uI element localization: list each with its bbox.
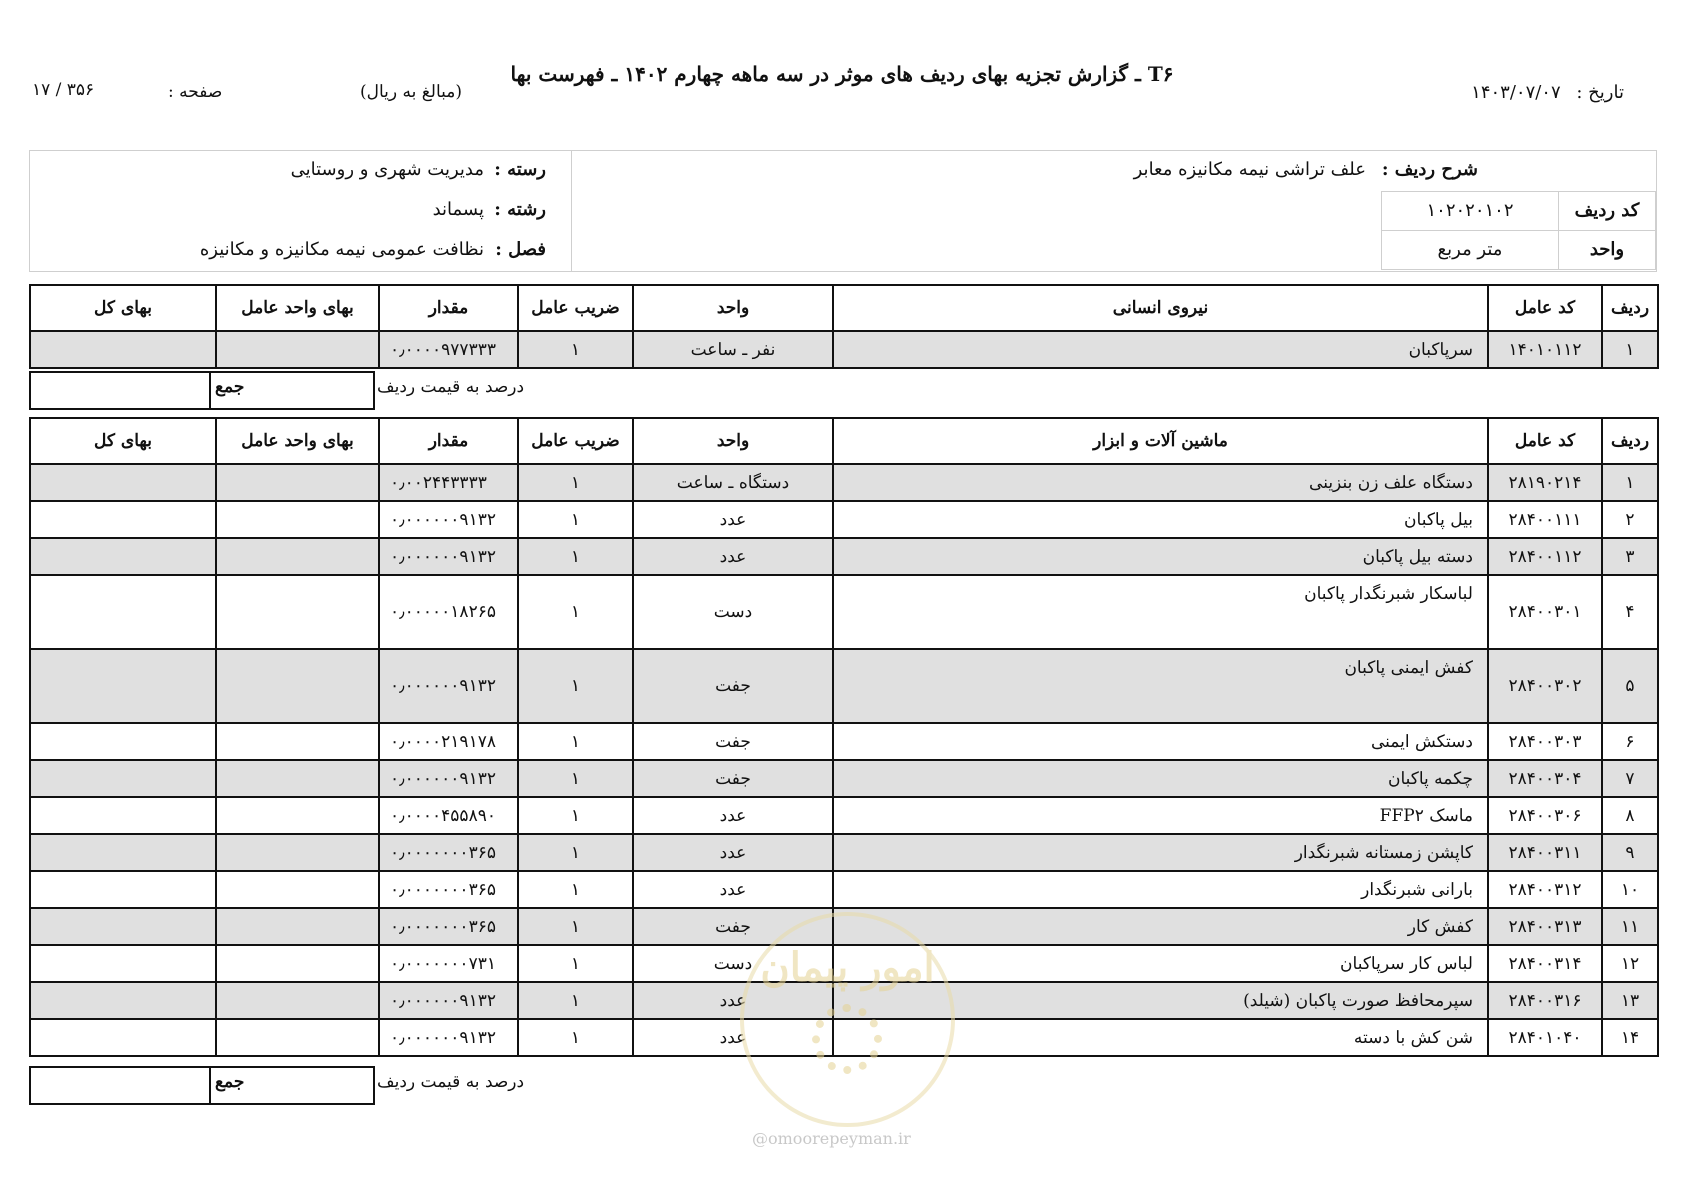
unit-price-cell: [216, 501, 379, 538]
machines-header-row: [30, 418, 1658, 464]
total-price-cell: [30, 575, 216, 649]
table-row: [30, 834, 1658, 871]
factor-unit: عدد: [633, 834, 833, 871]
factor-qty: ۰٫۰۰۰۰۰۰۰۷۳۱: [379, 945, 518, 982]
factor-name: دستگاه علف زن بنزینی: [833, 464, 1488, 501]
labor-header-row: [30, 285, 1658, 331]
watermark-logo: [740, 912, 955, 1127]
col-factor: ضریب عامل: [518, 285, 633, 331]
col-name: ماشین آلات و ابزار: [833, 418, 1488, 464]
factor-code: ۲۸۴۰۰۳۰۱: [1488, 575, 1602, 649]
factor-coefficient: ۱: [518, 575, 633, 649]
unit-value: متر مربع: [1381, 230, 1559, 270]
unit-price-cell: [216, 871, 379, 908]
factor-coefficient: ۱: [518, 538, 633, 575]
total-price-cell: [30, 945, 216, 982]
col-factor: ضریب عامل: [518, 418, 633, 464]
amount-note: (مبالغ به ریال): [360, 82, 463, 102]
factor-unit: عدد: [633, 1019, 833, 1056]
total-price-cell: [30, 331, 216, 368]
factor-coefficient: ۱: [518, 331, 633, 368]
labor-sum-row: [29, 371, 1657, 410]
labor-total-box: [29, 371, 211, 410]
factor-unit: عدد: [633, 797, 833, 834]
col-unit: واحد: [633, 418, 833, 464]
factor-coefficient: ۱: [518, 834, 633, 871]
table-row: [30, 649, 1658, 723]
factor-qty: ۰٫۰۰۰۰۰۱۸۲۶۵: [379, 575, 518, 649]
chapter-label: فصل :: [495, 239, 546, 260]
total-price-cell: [30, 649, 216, 723]
factor-name: لباس کار سرپاکبان: [833, 945, 1488, 982]
total-price-cell: [30, 538, 216, 575]
unit-price-cell: [216, 464, 379, 501]
total-price-cell: [30, 760, 216, 797]
col-unit-price: بهای واحد عامل: [216, 418, 379, 464]
gear-icon: [812, 1004, 882, 1074]
unit-price-cell: [216, 538, 379, 575]
watermark-url: @omoorepeyman.ir: [752, 1129, 911, 1148]
factor-unit: جفت: [633, 723, 833, 760]
factor-coefficient: ۱: [518, 1019, 633, 1056]
col-code: کد عامل: [1488, 285, 1602, 331]
unit-price-cell: [216, 797, 379, 834]
unit-price-cell: [216, 945, 379, 982]
machines-percent-label: درصد به قیمت ردیف: [377, 1072, 525, 1092]
report-title: T۶ ـ گزارش تجزیه بهای ردیف های موثر در سه ماهه چهارم ۱۴۰۲ ـ فهرست بها: [510, 62, 1174, 86]
factor-name: کاپشن زمستانه شبرنگدار: [833, 834, 1488, 871]
col-code: کد عامل: [1488, 418, 1602, 464]
row-number: ۱: [1602, 331, 1658, 368]
factor-qty: ۰٫۰۰۰۰۰۰۹۱۳۲: [379, 760, 518, 797]
labor-sum-label: جمع: [215, 377, 245, 397]
factor-code: ۲۸۴۰۰۳۱۱: [1488, 834, 1602, 871]
factor-unit: جفت: [633, 760, 833, 797]
factor-code: ۲۸۴۰۰۳۰۳: [1488, 723, 1602, 760]
row-number: ۸: [1602, 797, 1658, 834]
factor-qty: ۰٫۰۰۰۰۰۰۹۱۳۲: [379, 538, 518, 575]
factor-coefficient: ۱: [518, 723, 633, 760]
total-price-cell: [30, 982, 216, 1019]
labor-table: [29, 284, 1659, 369]
factor-qty: ۰٫۰۰۰۰۰۰۰۳۶۵: [379, 871, 518, 908]
report-date: [1471, 82, 1624, 103]
unit-price-cell: [216, 575, 379, 649]
factor-unit: دستگاه ـ ساعت: [633, 464, 833, 501]
row-number: ۴: [1602, 575, 1658, 649]
row-number: ۶: [1602, 723, 1658, 760]
factor-qty: ۰٫۰۰۰۰۰۰۹۱۳۲: [379, 982, 518, 1019]
factor-coefficient: ۱: [518, 649, 633, 723]
factor-code: ۲۸۴۰۰۱۱۱: [1488, 501, 1602, 538]
factor-qty: ۰٫۰۰۰۰۰۰۹۱۳۲: [379, 1019, 518, 1056]
total-price-cell: [30, 1019, 216, 1056]
unit-price-cell: [216, 723, 379, 760]
factor-qty: ۰٫۰۰۰۰۴۵۵۸۹۰: [379, 797, 518, 834]
page-number: ۱۷ / ۳۵۶: [32, 80, 95, 100]
machines-sum-label: جمع: [215, 1072, 245, 1092]
page-label: صفحه :: [168, 82, 223, 102]
factor-name: سرپاکبان: [833, 331, 1488, 368]
total-price-cell: [30, 834, 216, 871]
table-row: [30, 501, 1658, 538]
total-price-cell: [30, 464, 216, 501]
factor-code: ۲۸۴۰۰۳۱۲: [1488, 871, 1602, 908]
table-row: [30, 331, 1658, 368]
factor-coefficient: ۱: [518, 982, 633, 1019]
unit-price-cell: [216, 649, 379, 723]
unit-price-cell: [216, 908, 379, 945]
factor-name: شن کش با دسته: [833, 1019, 1488, 1056]
factor-unit: عدد: [633, 871, 833, 908]
unit-label: واحد: [1558, 230, 1656, 270]
unit-price-cell: [216, 834, 379, 871]
unit-price-cell: [216, 1019, 379, 1056]
row-number: ۹: [1602, 834, 1658, 871]
total-price-cell: [30, 723, 216, 760]
col-qty: مقدار: [379, 418, 518, 464]
factor-unit: دست: [633, 575, 833, 649]
factor-code: ۲۸۴۰۰۳۱۶: [1488, 982, 1602, 1019]
item-info-box: [29, 150, 1657, 272]
info-divider: [571, 151, 572, 271]
factor-coefficient: ۱: [518, 797, 633, 834]
field-label: رشته :: [494, 199, 546, 220]
factor-coefficient: ۱: [518, 945, 633, 982]
date-label: تاریخ :: [1576, 82, 1624, 103]
factor-name: چکمه پاکبان: [833, 760, 1488, 797]
factor-code: ۲۸۴۰۰۳۰۴: [1488, 760, 1602, 797]
factor-coefficient: ۱: [518, 760, 633, 797]
table-row: [30, 723, 1658, 760]
row-number: ۵: [1602, 649, 1658, 723]
unit-price-cell: [216, 331, 379, 368]
factor-coefficient: ۱: [518, 464, 633, 501]
factor-code: ۲۸۱۹۰۲۱۴: [1488, 464, 1602, 501]
row-number: ۱۲: [1602, 945, 1658, 982]
total-price-cell: [30, 501, 216, 538]
watermark-brand: امور پیمان: [760, 944, 935, 991]
total-price-cell: [30, 871, 216, 908]
col-total: بهای کل: [30, 285, 216, 331]
table-row: [30, 464, 1658, 501]
factor-unit: عدد: [633, 982, 833, 1019]
factor-unit: جفت: [633, 649, 833, 723]
factor-code: ۲۸۴۰۰۳۰۲: [1488, 649, 1602, 723]
factor-code: ۲۸۴۰۰۳۱۳: [1488, 908, 1602, 945]
factor-unit: عدد: [633, 501, 833, 538]
factor-name: دسته بیل پاکبان: [833, 538, 1488, 575]
category-value: مدیریت شهری و روستایی: [290, 159, 484, 180]
code-value: ۱۰۲۰۲۰۱۰۲: [1381, 191, 1559, 231]
factor-unit: نفر ـ ساعت: [633, 331, 833, 368]
total-price-cell: [30, 908, 216, 945]
desc-label: شرح ردیف :: [1381, 159, 1478, 180]
factor-qty: ۰٫۰۰۰۰۰۰۰۳۶۵: [379, 908, 518, 945]
factor-qty: ۰٫۰۰۰۰۲۱۹۱۷۸: [379, 723, 518, 760]
machines-total-box: [29, 1066, 211, 1105]
date-value: ۱۴۰۳/۰۷/۰۷: [1471, 82, 1561, 103]
factor-code: ۲۸۴۰۱۰۴۰: [1488, 1019, 1602, 1056]
labor-percent-label: درصد به قیمت ردیف: [377, 377, 525, 397]
factor-coefficient: ۱: [518, 871, 633, 908]
factor-qty: ۰٫۰۰۰۰۰۰۹۱۳۲: [379, 649, 518, 723]
factor-qty: ۰٫۰۰۰۰۹۷۷۳۳۳: [379, 331, 518, 368]
table-row: [30, 575, 1658, 649]
col-qty: مقدار: [379, 285, 518, 331]
factor-qty: ۰٫۰۰۲۴۴۳۳۳۳: [379, 464, 518, 501]
row-number: ۱۳: [1602, 982, 1658, 1019]
factor-unit: جفت: [633, 908, 833, 945]
row-number: ۲: [1602, 501, 1658, 538]
factor-unit: دست: [633, 945, 833, 982]
factor-name: بیل پاکبان: [833, 501, 1488, 538]
factor-name: لباسکار شبرنگدار پاکبان: [833, 575, 1488, 649]
factor-name: کفش ایمنی پاکبان: [833, 649, 1488, 723]
chapter-value: نظافت عمومی نیمه مکانیزه و مکانیزه: [199, 239, 484, 260]
desc-value: علف تراشی نیمه مکانیزه معابر: [1133, 159, 1366, 180]
factor-unit: عدد: [633, 538, 833, 575]
factor-qty: ۰٫۰۰۰۰۰۰۰۳۶۵: [379, 834, 518, 871]
unit-price-cell: [216, 760, 379, 797]
col-row: ردیف: [1602, 418, 1658, 464]
row-number: ۱۰: [1602, 871, 1658, 908]
table-row: [30, 871, 1658, 908]
factor-coefficient: ۱: [518, 501, 633, 538]
factor-code: ۱۴۰۱۰۱۱۲: [1488, 331, 1602, 368]
factor-code: ۲۸۴۰۰۳۰۶: [1488, 797, 1602, 834]
code-label: کد ردیف: [1558, 191, 1656, 231]
col-unit: واحد: [633, 285, 833, 331]
col-unit-price: بهای واحد عامل: [216, 285, 379, 331]
table-row: [30, 760, 1658, 797]
col-row: ردیف: [1602, 285, 1658, 331]
factor-name: بارانی شبرنگدار: [833, 871, 1488, 908]
factor-name: دستکش ایمنی: [833, 723, 1488, 760]
row-number: ۱۱: [1602, 908, 1658, 945]
row-number: ۷: [1602, 760, 1658, 797]
factor-name: کفش کار: [833, 908, 1488, 945]
row-number: ۱۴: [1602, 1019, 1658, 1056]
total-price-cell: [30, 797, 216, 834]
field-value: پسماند: [432, 199, 484, 220]
table-row: [30, 797, 1658, 834]
row-number: ۱: [1602, 464, 1658, 501]
factor-qty: ۰٫۰۰۰۰۰۰۹۱۳۲: [379, 501, 518, 538]
factor-code: ۲۸۴۰۰۱۱۲: [1488, 538, 1602, 575]
unit-price-cell: [216, 982, 379, 1019]
row-number: ۳: [1602, 538, 1658, 575]
table-row: [30, 538, 1658, 575]
factor-code: ۲۸۴۰۰۳۱۴: [1488, 945, 1602, 982]
factor-name: سپرمحافظ صورت پاکبان (شیلد): [833, 982, 1488, 1019]
col-total: بهای کل: [30, 418, 216, 464]
col-name: نیروی انسانی: [833, 285, 1488, 331]
category-label: رسته :: [494, 159, 546, 180]
factor-coefficient: ۱: [518, 908, 633, 945]
factor-name: ماسک FFP۲: [833, 797, 1488, 834]
